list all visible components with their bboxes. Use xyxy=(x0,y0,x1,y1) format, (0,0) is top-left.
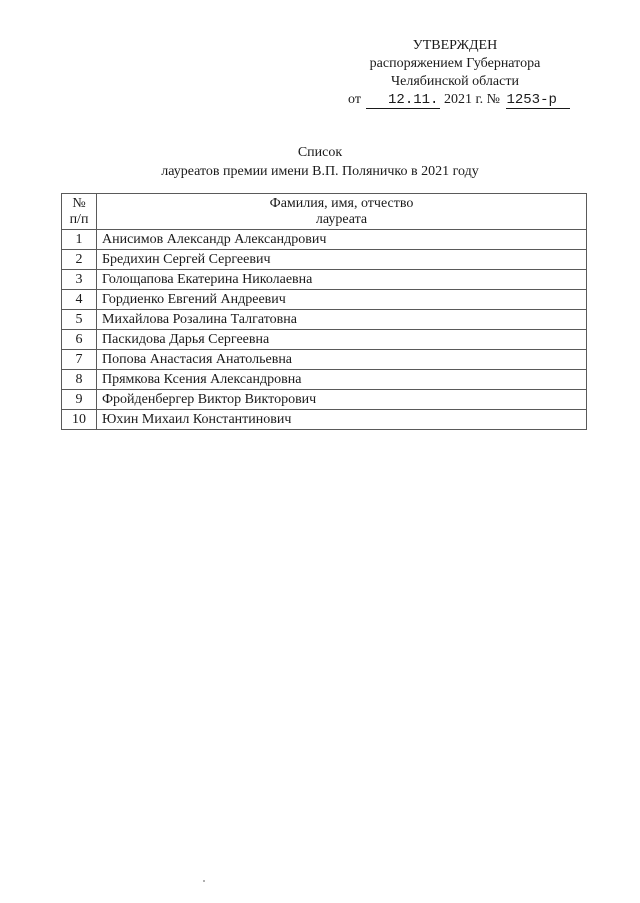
table-row xyxy=(62,330,587,350)
approval-date: 12.11. xyxy=(366,93,440,109)
approval-line-governor: распоряжением Губернатора xyxy=(369,56,541,71)
date-prefix: от xyxy=(348,92,361,107)
document-title xyxy=(100,143,540,181)
table-row xyxy=(62,310,587,330)
row-name: Голощапова Екатерина Николаевна xyxy=(97,270,587,290)
row-number: 9 xyxy=(62,390,97,410)
row-name: Попова Анастасия Анатольевна xyxy=(97,350,587,370)
row-number: 4 xyxy=(62,290,97,310)
header-name-line-2: лауреата xyxy=(315,211,368,227)
table-row xyxy=(62,230,587,250)
table-row xyxy=(62,410,587,430)
header-name xyxy=(97,194,587,230)
table-row xyxy=(62,290,587,310)
approval-number: 1253-р xyxy=(506,93,570,109)
header-number-line-1: № xyxy=(72,195,86,211)
approval-date-line xyxy=(348,91,580,109)
laureates-table xyxy=(61,193,587,430)
row-name: Михайлова Розалина Талгатовна xyxy=(97,310,587,330)
row-name: Гордиенко Евгений Андреевич xyxy=(97,290,587,310)
row-name: Бредихин Сергей Сергеевич xyxy=(97,250,587,270)
header-number xyxy=(62,194,97,230)
row-number: 5 xyxy=(62,310,97,330)
table-row xyxy=(62,270,587,290)
row-name: Прямкова Ксения Александровна xyxy=(97,370,587,390)
row-number: 8 xyxy=(62,370,97,390)
table-row xyxy=(62,250,587,270)
table-header-row xyxy=(62,194,587,230)
title-line-2: лауреатов премии имени В.П. Поляничко в 2021 году xyxy=(161,164,479,179)
table-row xyxy=(62,350,587,370)
row-name: Фройденбергер Виктор Викторович xyxy=(97,390,587,410)
row-number: 2 xyxy=(62,250,97,270)
table-row xyxy=(62,390,587,410)
approval-stamp xyxy=(330,37,580,109)
title-line-1: Список xyxy=(297,145,343,160)
table-row xyxy=(62,370,587,390)
scan-speck xyxy=(203,880,205,882)
row-number: 6 xyxy=(62,330,97,350)
header-name-line-1: Фамилия, имя, отчество xyxy=(269,195,414,211)
approval-line-region: Челябинской области xyxy=(391,74,519,89)
row-number: 1 xyxy=(62,230,97,250)
row-number: 3 xyxy=(62,270,97,290)
year-text: 2021 г. № xyxy=(443,92,500,107)
row-name: Анисимов Александр Александрович xyxy=(97,230,587,250)
row-number: 7 xyxy=(62,350,97,370)
row-name: Юхин Михаил Константинович xyxy=(97,410,587,430)
row-number: 10 xyxy=(62,410,97,430)
header-number-line-2: п/п xyxy=(69,211,89,227)
row-name: Паскидова Дарья Сергеевна xyxy=(97,330,587,350)
approval-heading: УТВЕРЖДЕН xyxy=(412,38,498,53)
